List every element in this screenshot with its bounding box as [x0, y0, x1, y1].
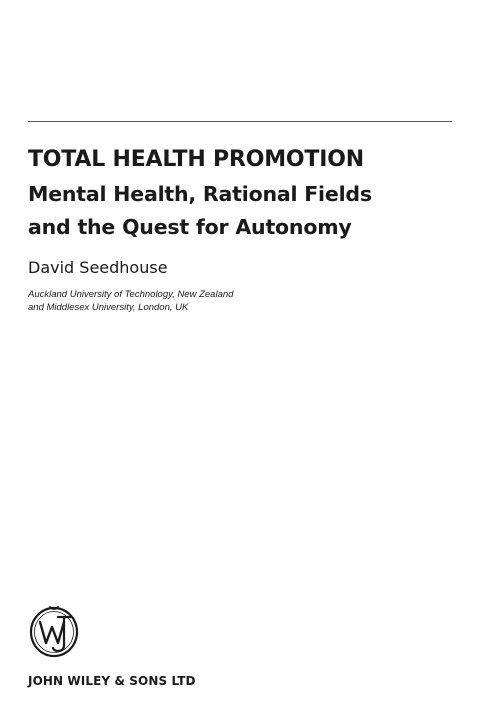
author-name: David Seedhouse [28, 258, 168, 277]
affiliation-line-1: Auckland University of Technology, New Zealand [28, 289, 234, 300]
book-subtitle-line-2: and the Quest for Autonomy [28, 215, 352, 239]
book-title: TOTAL HEALTH PROMOTION [28, 147, 364, 172]
book-subtitle-line-1: Mental Health, Rational Fields [28, 182, 372, 206]
publisher-name: JOHN WILEY & SONS LTD [28, 674, 196, 688]
wiley-seal-logo-icon [28, 603, 80, 659]
affiliation-line-2: and Middlesex University, London, UK [28, 302, 189, 313]
header-rule [28, 121, 452, 122]
